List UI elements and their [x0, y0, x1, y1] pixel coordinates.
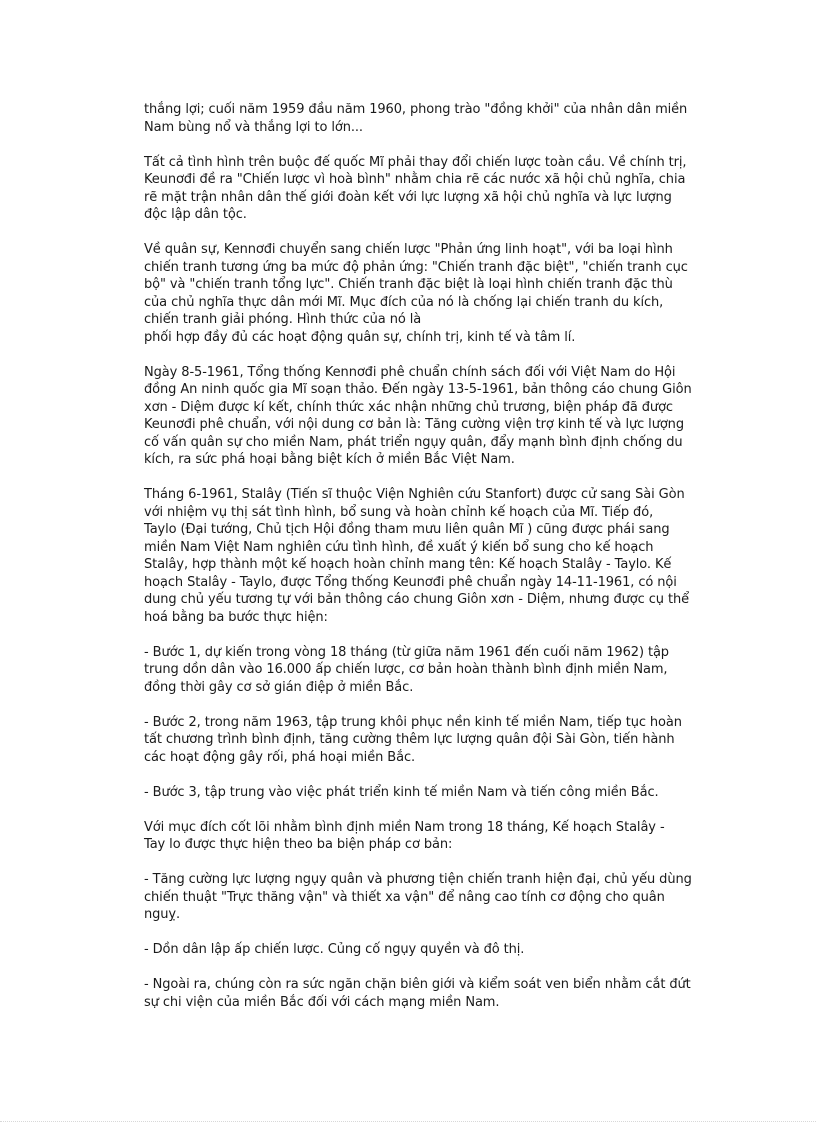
text-line: Stalây, hợp thành một kế hoạch hoàn chỉnh mang tên: Kế hoạch Stalây - Taylo. Kế — [144, 557, 672, 572]
text-line: - Tăng cường lực lượng ngụy quân và phương tiện chiến tranh hiện đại, chủ yếu dùng — [144, 872, 692, 887]
text-line: kích, ra sức phá hoại bằng biệt kích ở miền Bắc Việt Nam. — [144, 452, 515, 467]
text-line: Về quân sự, Kennơđi chuyển sang chiến lược "Phản ứng linh hoạt", với ba loại hình — [144, 242, 673, 257]
text-line: - Bước 2, trong năm 1963, tập trung khôi phục nền kinh tế miền Nam, tiếp tục hoàn — [144, 714, 682, 730]
text-line: miền Nam Việt Nam nghiên cứu tình hình, đề xuất ý kiến bổ sung cho kế hoạch — [144, 539, 654, 555]
text-line: Taylo (Đại tướng, Chủ tịch Hội đồng tham mưu liên quân Mĩ ) cũng được phái sang — [144, 522, 670, 537]
text-line: Nam bùng nổ và thắng lợi to lớn... — [144, 119, 363, 135]
text-line: Keunơđi đề ra "Chiến lược vì hoà bình" nhằm chia rẽ các nước xã hội chủ nghĩa, chia — [144, 172, 686, 187]
text-line: tất chương trình bình định, tăng cường thêm lực lượng quân đội Sài Gòn, tiến hành — [144, 732, 675, 747]
document-body — [144, 101, 724, 1029]
text-line: - Bước 3, tập trung vào việc phát triển kinh tế miền Nam và tiến công miền Bắc. — [144, 784, 659, 800]
text-line: hoạch Stalây - Taylo, được Tổng thống Keunơđi phê chuẩn ngày 14-11-1961, có nội — [144, 574, 677, 590]
text-line: các hoạt động gây rối, phá hoại miền Bắc. — [144, 749, 416, 765]
text-line: chiến tranh giải phóng. Hình thức của nó là — [144, 312, 422, 327]
text-line: nguỵ. — [144, 907, 181, 922]
text-line: hoá bằng ba bước thực hiện: — [144, 609, 328, 625]
text-line: cố vấn quân sự cho miền Nam, phát triển ngụy quân, đẩy mạnh bình định chống du — [144, 434, 683, 450]
text-line: - Dồn dân lập ấp chiến lược. Củng cố ngụy quyền và đô thị. — [144, 942, 525, 957]
text-line: Keunơđi phê chuẩn, với nội dung cơ bản là: Tăng cường viện trợ kinh tế và lực lượng — [144, 417, 684, 432]
text-line: Ngày 8-5-1961, Tổng thống Kennơđi phê chuẩn chính sách đối với Việt Nam do Hội — [144, 364, 676, 380]
text-line: phối hợp đầy đủ các hoạt động quân sự, chính trị, kinh tế và tâm lí. — [144, 329, 576, 345]
text-line: xơn - Diệm được kí kết, chính thức xác nhận những chủ trương, biện pháp đã được — [144, 399, 673, 415]
text-line: rẽ mặt trận nhân dân thế giới đoàn kết với lực lượng xã hội chủ nghĩa và lực lượng — [144, 189, 672, 205]
text-line: sự chi viện của miền Bắc đối với cách mạng miền Nam. — [144, 994, 500, 1010]
paragraph — [144, 241, 724, 346]
paragraph — [144, 941, 724, 959]
paragraph — [144, 784, 724, 802]
paragraph — [144, 976, 724, 1011]
paragraph — [144, 486, 724, 626]
paragraph — [144, 154, 724, 224]
text-line: dung chủ yếu tương tự với bản thông cáo chung Giôn xơn - Diệm, nhưng được cụ thể — [144, 592, 689, 607]
text-line: chiến tranh tương ứng ba mức độ phản ứng: "Chiến tranh đặc biệt", "chiến tranh cục — [144, 259, 688, 275]
text-line: bộ" và "chiến tranh tổng lực". Chiến tranh đặc biệt là loại hình chiến tranh đặc thù — [144, 277, 673, 292]
paragraph — [144, 644, 724, 697]
paragraph — [144, 364, 724, 469]
paragraph — [144, 871, 724, 924]
paragraph — [144, 714, 724, 767]
text-line: đồng An ninh quốc gia Mĩ soạn thảo. Đến ngày 13-5-1961, bản thông cáo chung Giôn — [144, 382, 692, 397]
text-line: - Ngoài ra, chúng còn ra sức ngăn chặn biên giới và kiểm soát ven biển nhằm cắt đứt — [144, 977, 691, 992]
text-line: của chủ nghĩa thực dân mới Mĩ. Mục đích của nó là chống lại chiến tranh du kích, — [144, 294, 664, 310]
text-line: độc lập dân tộc. — [144, 207, 247, 222]
text-line: với nhiệm vụ thị sát tình hình, bổ sung và hoàn chỉnh kế hoạch của Mĩ. Tiếp đó, — [144, 504, 654, 520]
text-line: đồng thời gây cơ sở gián điệp ở miền Bắc. — [144, 679, 414, 695]
text-line: thắng lợi; cuối năm 1959 đầu năm 1960, phong trào "đồng khởi" của nhân dân miền — [144, 102, 688, 117]
page-bottom-rule — [0, 1121, 816, 1122]
text-line: Tháng 6-1961, Stalây (Tiến sĩ thuộc Viện Nghiên cứu Stanfort) được cử sang Sài Gòn — [144, 487, 685, 502]
text-line: Tay lo được thực hiện theo ba biện pháp cơ bản: — [144, 837, 453, 852]
text-line: trung dồn dân vào 16.000 ấp chiến lược, cơ bản hoàn thành bình định miền Nam, — [144, 662, 668, 677]
text-line: chiến thuật "Trực thăng vận" và thiết xa vận" để nâng cao tính cơ động cho quân — [144, 889, 665, 905]
paragraph — [144, 819, 724, 854]
text-line: Tất cả tình hình trên buộc đế quốc Mĩ phải thay đổi chiến lược toàn cầu. Về chính trị, — [144, 154, 687, 170]
text-line: - Bước 1, dự kiến trong vòng 18 tháng (từ giữa năm 1961 đến cuối năm 1962) tập — [144, 644, 669, 660]
paragraph — [144, 101, 724, 136]
text-line: Với mục đích cốt lõi nhằm bình định miền Nam trong 18 tháng, Kế hoạch Stalây - — [144, 819, 665, 835]
